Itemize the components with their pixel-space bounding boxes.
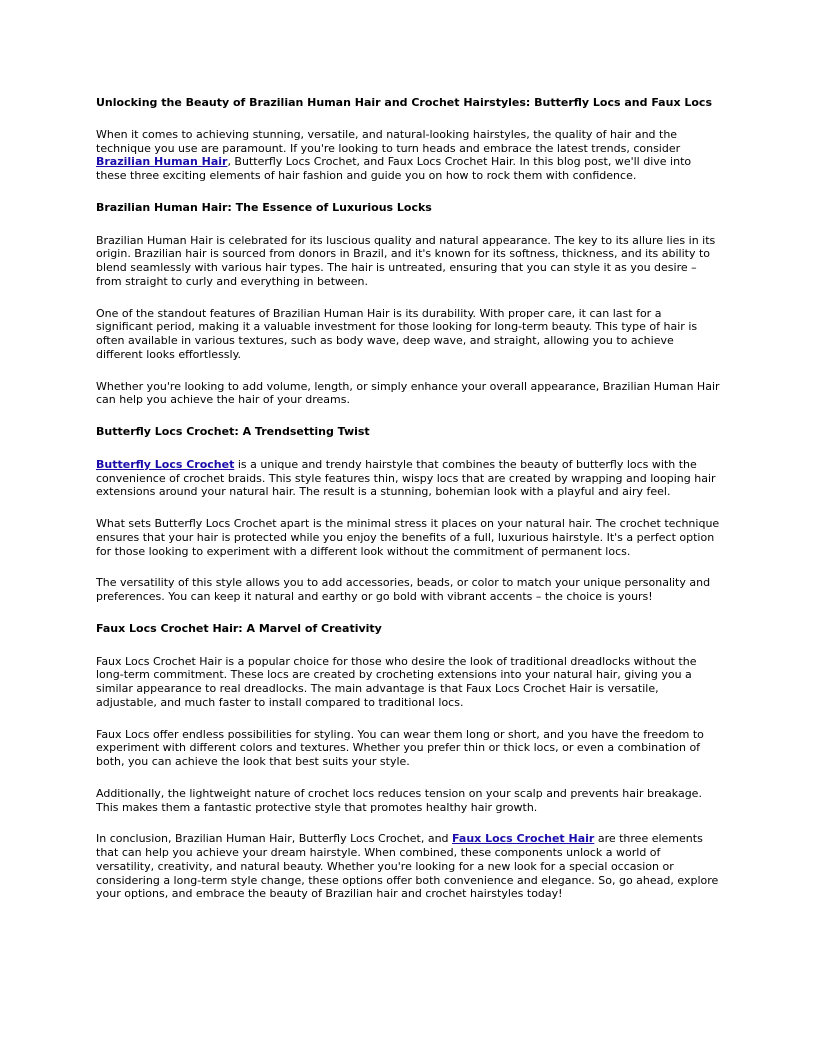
butterfly-locs-crochet-link[interactable]: Butterfly Locs Crochet [96,457,235,471]
page-title: Unlocking the Beauty of Brazilian Human Hair and Crochet Hairstyles: Butterfly Locs and Faux Locs [96,96,712,109]
faux-locs-paragraph-1: Faux Locs Crochet Hair is a popular choice for those who desire the look of traditional dreadlocks without the long-term commitment. These locs are created by crocheting extensions into your natural hair, giving you a similar appearance to real dreadlocks. The main advantage is that Faux Locs Crochet Hair is versatile, adjustable, and much faster to install compared to traditional locs. [96,654,697,709]
intro-text-before: When it comes to achieving stunning, versatile, and natural-looking hairstyles, the quality of hair and the technique you use are paramount. If you're looking to turn heads and embrace the latest trends, consider [96,127,681,155]
butterfly-paragraph-3: The versatility of this style allows you to add accessories, beads, or color to match your unique personality and preferences. You can keep it natural and earthy or go bold with vibrant accents – the choice is yours! [96,576,711,603]
faux-locs-paragraph-3: Additionally, the lightweight nature of crochet locs reduces tension on your scalp and prevents hair breakage. This makes them a fantastic protective style that promotes healthy hair growth. [96,786,702,814]
brazilian-paragraph-1: Brazilian Human Hair is celebrated for its luscious quality and natural appearance. The key to its allure lies in its origin. Brazilian hair is sourced from donors in Brazil, and it's known for its softness, thickness, and its ability to blend seamlessly with various hair types. The hair is untreated, ensuring that you can style it as you desire – from straight to curly and everything in between. [96,233,716,288]
conclusion-text-before: In conclusion, Brazilian Human Hair, Butterfly Locs Crochet, and [96,832,453,846]
butterfly-paragraph-1-text: is a unique and trendy hairstyle that combines the beauty of butterfly locs with the convenience of crochet braids. This style features thin, wispy locs that are created by wrapping and looping hair extensions around your natural hair. The result is a stunning, bohemian look with a playful and airy feel. [96,457,716,499]
brazilian-human-hair-link[interactable]: Brazilian Human Hair [96,155,228,169]
section-heading-faux-locs: Faux Locs Crochet Hair: A Marvel of Creativity [96,621,382,635]
conclusion-paragraph [96,832,720,901]
butterfly-paragraph-1 [96,458,720,499]
faux-locs-crochet-hair-link[interactable]: Faux Locs Crochet Hair [452,832,595,846]
section-heading-brazilian: Brazilian Human Hair: The Essence of Luxurious Locks [96,200,432,214]
brazilian-paragraph-2: One of the standout features of Brazilian Human Hair is its durability. With proper care, it can last for a significant period, making it a valuable investment for those looking for long-term beauty. This type of hair is often available in various textures, such as body wave, deep wave, and straight, allowing you to achieve different looks effortlessly. [96,306,698,361]
conclusion-text-after: are three elements that can help you achieve your dream hairstyle. When combined, these components unlock a world of versatility, creativity, and natural beauty. Whether you're looking for a new look for a special occasion or considering a long-term style change, these options offer both convenience and elegance. So, go ahead, explore your options, and embrace the beauty of Brazilian hair and crochet hairstyles today! [96,832,719,901]
intro-paragraph [96,128,720,183]
intro-text-after: , Butterfly Locs Crochet, and Faux Locs Crochet Hair. In this blog post, we'll dive into these three exciting elements of hair fashion and guide you on how to rock them with confidence. [96,155,692,182]
brazilian-paragraph-3: Whether you're looking to add volume, length, or simply enhance your overall appearance, Brazilian Human Hair can help you achieve the hair of your dreams. [96,379,720,407]
faux-locs-paragraph-2: Faux Locs offer endless possibilities for styling. You can wear them long or short, and you have the freedom to experiment with different colors and textures. Whether you prefer thin or thick locs, or even a combination of both, you can achieve the look that best suits your style. [96,727,704,768]
butterfly-paragraph-2: What sets Butterfly Locs Crochet apart is the minimal stress it places on your natural hair. The crochet technique ensures that your hair is protected while you enjoy the benefits of a full, luxurious hairstyle. It's a perfect option for those looking to experiment with a different look without the commitment of permanent locs. [96,517,720,558]
article-body [96,96,720,919]
section-heading-butterfly: Butterfly Locs Crochet: A Trendsetting Twist [96,425,370,438]
